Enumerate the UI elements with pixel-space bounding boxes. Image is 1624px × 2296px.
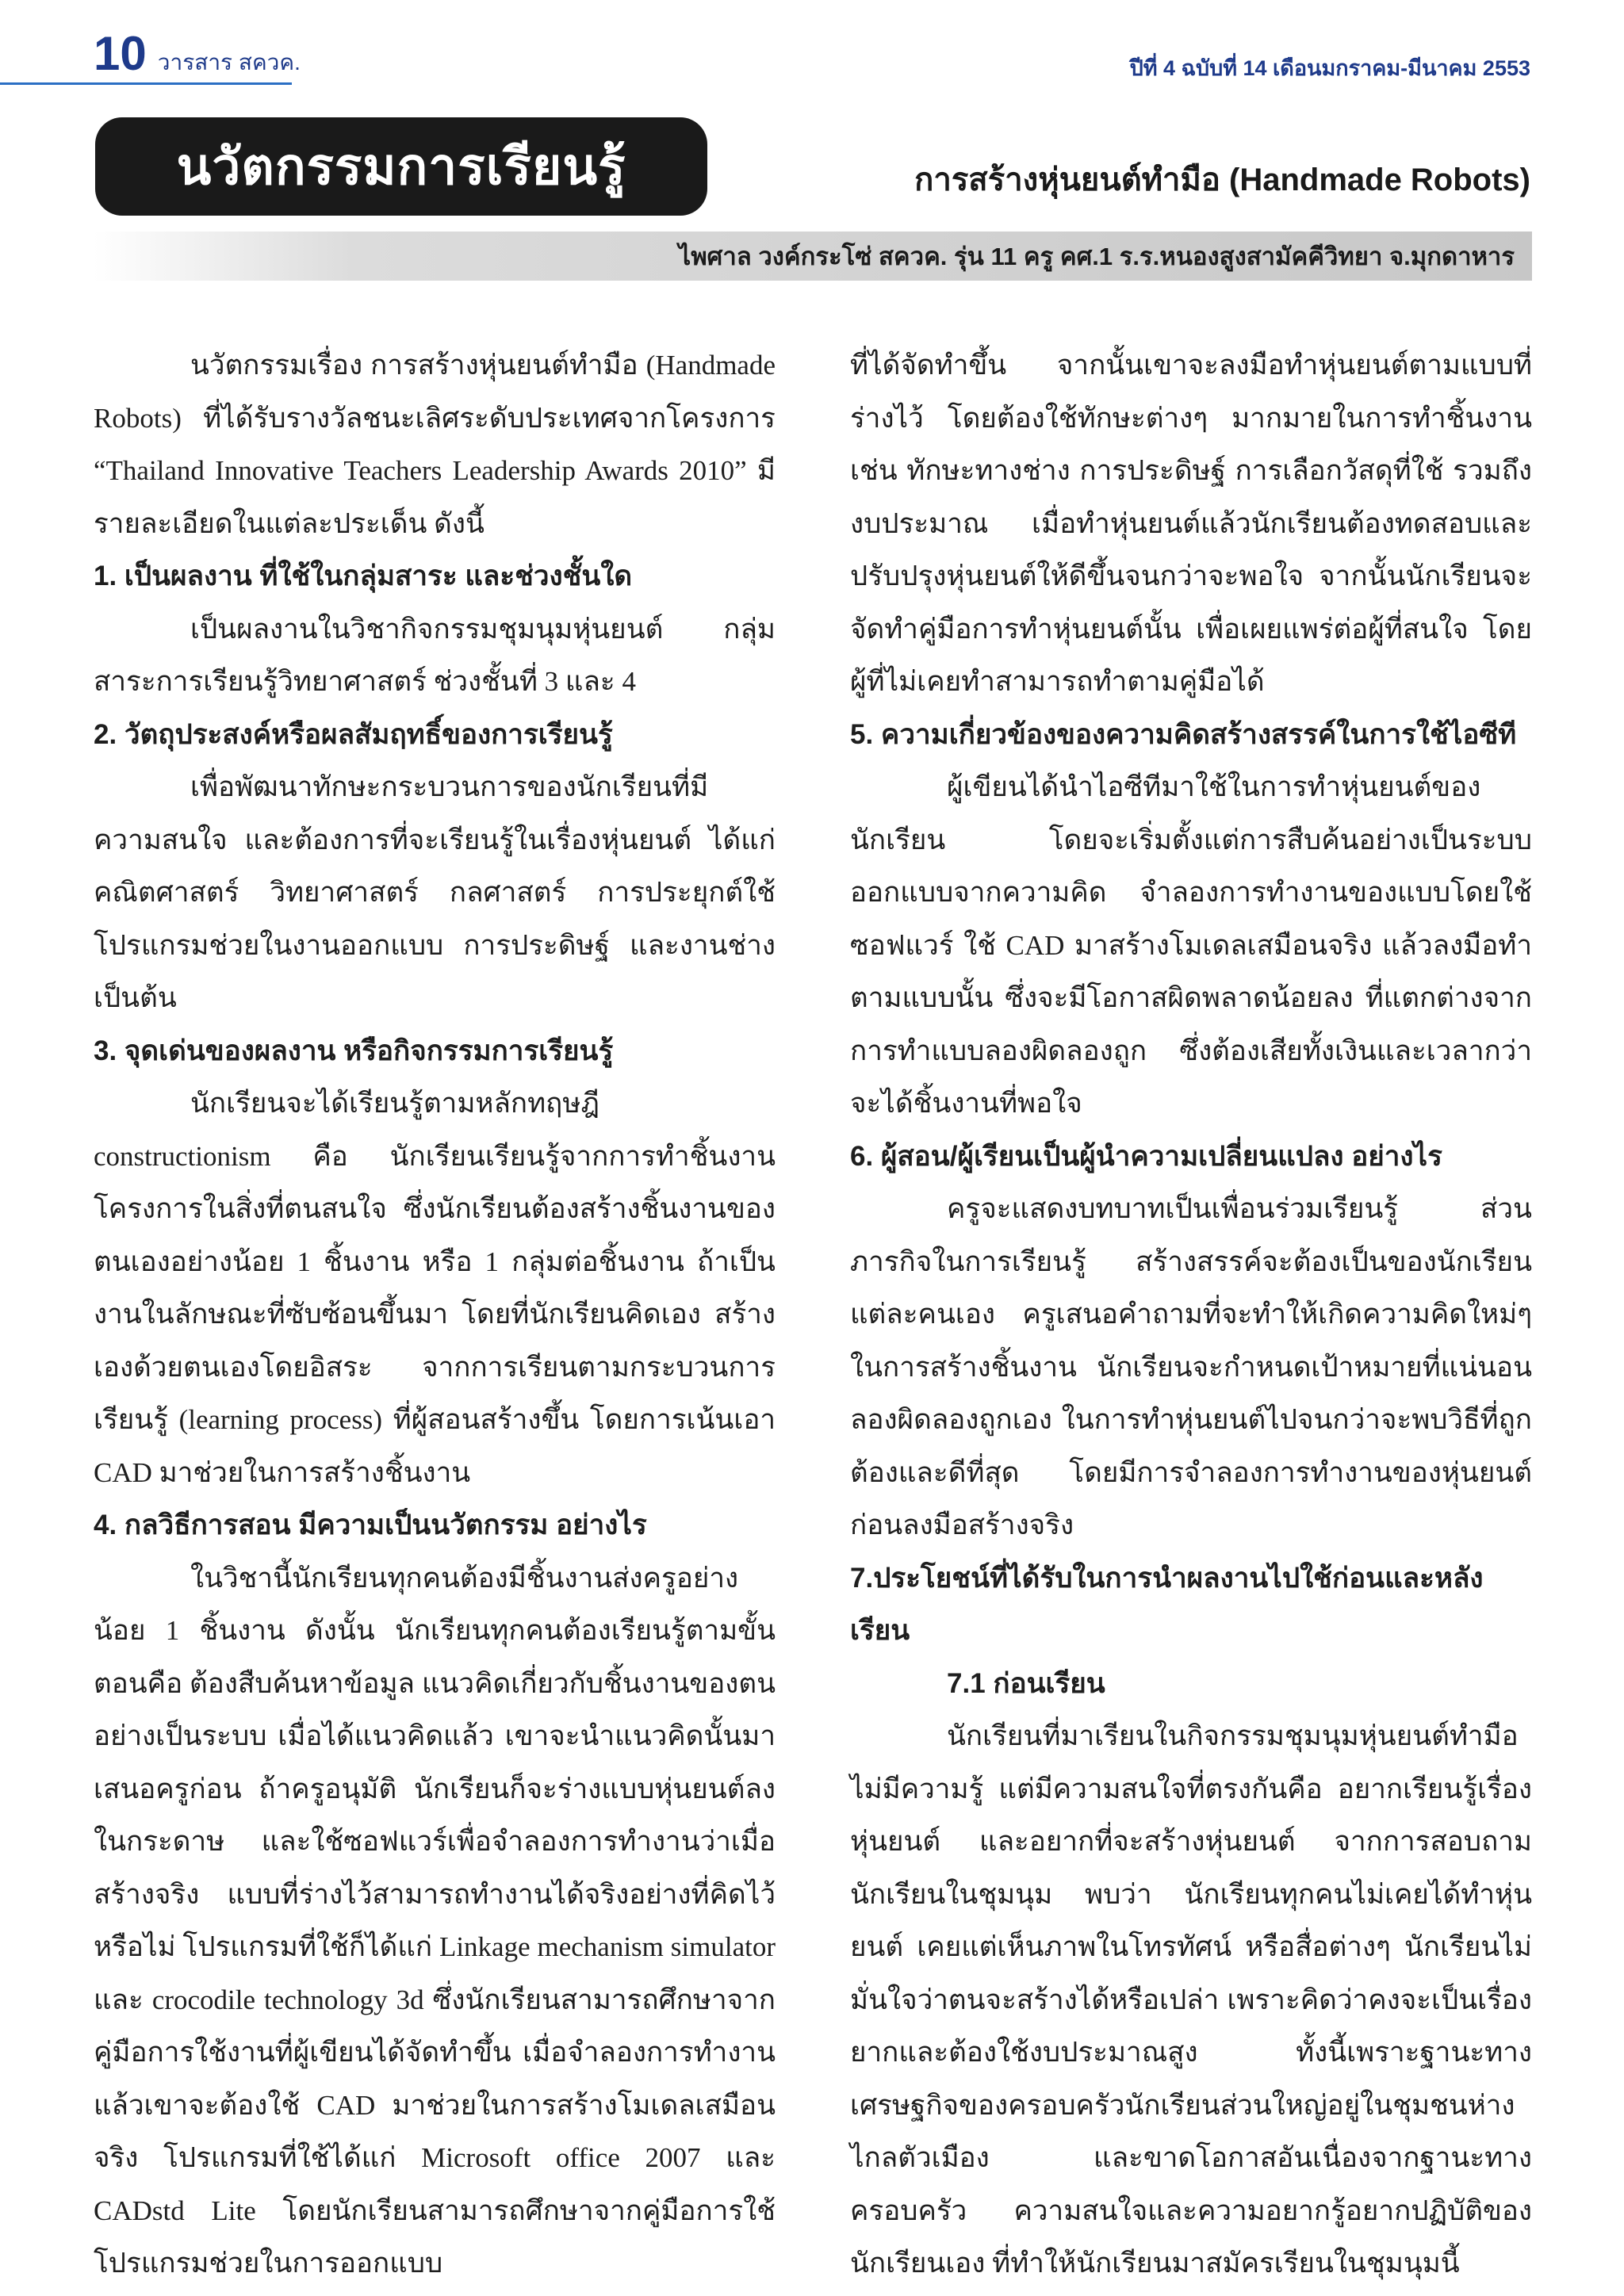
paragraph-7: นักเรียนที่มาเรียนในกิจกรรมชุมนุมหุ่นยนต์ทำมือ ไม่มีความรู้ แต่มีความสนใจที่ตรงกันคือ อยากเรียนรู้เรื่องหุ่นยนต์ และอยากที่จะสร้างหุ่นยนต์ จากการสอบถามนักเรียนในชุมนุม พบว่า นักเรียนทุกคนไม่เคยได้ทำหุ่นยนต์ เคยแต่เห็นภาพในโทรทัศน์ หรือสื่อต่างๆ นักเรียนไม่มั่นใจว่าตนจะสร้างได้หรือเปล่า เพราะคิดว่าคงจะเป็นเรื่องยากและต้องใช้งบประมาณสูง ทั้งนี้เพราะฐานะทางเศรษฐกิจของครอบครัวนักเรียนส่วนใหญ่อยู่ในชุมชนห่างไกลตัวเมือง และขาดโอกาสอันเนื่องจากฐานะทางครอบครัว ความสนใจและความอยากรู้อยากปฏิบัติของนักเรียนเอง ที่ทำให้นักเรียนมาสมัครเรียนในชุมนุมนี้ [850,1720,1532,2279]
right-column [850,339,1532,2290]
journal-name: วารสาร สควค. [157,50,301,75]
heading-2: 2. วัตถุประสงค์หรือผลสัมฤทธิ์ของการเรียนรู้ [94,718,613,750]
paragraph-2: เพื่อพัฒนาทักษะกระบวนการของนักเรียนที่มีความสนใจ และต้องการที่จะเรียนรู้ในเรื่องหุ่นยนต์ ได้แก่ คณิตศาสตร์ วิทยาศาสตร์ กลศาสตร์ การประยุกต์ใช้โปรแกรมช่วยในงานออกแบบ การประดิษฐ์ และงานช่าง เป็นต้น [94,771,776,1013]
heading-6: 6. ผู้สอน/ผู้เรียนเป็นผู้นำความเปลี่ยนแปลง อย่างไร [850,1140,1442,1172]
heading-1: 1. เป็นผลงาน ที่ใช้ในกลุ่มสาระ และช่วงชั้นใด [94,561,633,591]
paragraph-6: ครูจะแสดงบทบาทเป็นเพื่อนร่วมเรียนรู้ ส่วนภารกิจในการเรียนรู้ สร้างสรรค์จะต้องเป็นของนักเรียนแต่ละคนเอง ครูเสนอคำถามที่จะทำให้เกิดความคิดใหม่ๆ ในการสร้างชิ้นงาน นักเรียนจะกำหนดเป้าหมายที่แน่นอน ลองผิดลองถูกเอง ในการทำหุ่นยนต์ไปจนกว่าจะพบวิธีที่ถูกต้องและดีที่สุด โดยมีการจำลองการทำงานของหุ่นยนต์ก่อนลงมือสร้างจริง [850,1193,1532,1540]
heading-4: 4. กลวิธีการสอน มีความเป็นนวัตกรรม อย่างไร [94,1510,647,1540]
section-banner: นวัตกรรมการเรียนรู้ [95,117,707,216]
paragraph-4-continued: ที่ได้จัดทำขึ้น จากนั้นเขาจะลงมือทำหุ่นยนต์ตามแบบที่ร่างไว้ โดยต้องใช้ทักษะต่างๆ มากมายในการทำชิ้นงาน เช่น ทักษะทางช่าง การประดิษฐ์ การเลือกวัสดุที่ใช้ รวมถึงงบประมาณ เมื่อทำหุ่นยนต์แล้วนักเรียนต้องทดสอบและปรับปรุงหุ่นยนต์ให้ดีขึ้นจนกว่าจะพอใจ จากนั้นนักเรียนจะจัดทำคู่มือการทำหุ่นยนต์นั้น เพื่อเผยแพร่ต่อผู้ที่สนใจ โดยผู้ที่ไม่เคยทำสามารถทำตามคู่มือได้ [850,350,1532,697]
issue-info: ปีที่ 4 ฉบับที่ 14 เดือนมกราคม-มีนาคม 2553 [1129,56,1530,80]
paragraph-3: นักเรียนจะได้เรียนรู้ตามหลักทฤษฎี constructionism คือ นักเรียนเรียนรู้จากการทำชิ้นงาน โครงการในสิ่งที่ตนสนใจ ซึ่งนักเรียนต้องสร้างชิ้นงานของตนเองอย่างน้อย 1 ชิ้นงาน หรือ 1 กลุ่มต่อชิ้นงาน ถ้าเป็นงานในลักษณะที่ซับซ้อนขึ้นมา โดยที่นักเรียนคิดเอง สร้างเองด้วยตนเองโดยอิสระ จากการเรียนตามกระบวนการเรียนรู้ (learning process) ที่ผู้สอนสร้างขึ้น โดยการเน้นเอา CAD มาช่วยในการสร้างชิ้นงาน [94,1088,776,1488]
page-number: 10 [94,27,147,80]
heading-5: 5. ความเกี่ยวข้องของความคิดสร้างสรรค์ในการใช้ไอซีที [850,718,1517,750]
heading-3: 3. จุดเด่นของผลงาน หรือกิจกรรมการเรียนรู้ [94,1035,614,1066]
header-rule [0,82,292,85]
author-line: ไพศาล วงค์กระโซ่ สควค. รุ่น 11 ครู คศ.1 ร.ร.หนองสูงสามัคคีวิทยา จ.มุกดาหาร [94,232,1532,281]
intro-paragraph: นวัตกรรมเรื่อง การสร้างหุ่นยนต์ทำมือ (Handmade Robots) ที่ได้รับรางวัลชนะเลิศระดับประเทศจากโครงการ “Thailand Innovative Teachers Leadership Awards 2010” มีรายละเอียดในแต่ละประเด็น ดังนี้ [94,350,776,539]
paragraph-1: เป็นผลงานในวิชากิจกรรมชุมนุมหุ่นยนต์ กลุ่มสาระการเรียนรู้วิทยาศาสตร์ ช่วงชั้นที่ 3 และ 4 [94,613,776,697]
heading-7: 7.ประโยชน์ที่ได้รับในการนำผลงานไปใช้ก่อนและหลังเรียน [850,1562,1484,1646]
page-header [94,27,301,80]
heading-7-1: 7.1 ก่อนเรียน [947,1667,1105,1699]
left-column [94,339,776,2290]
article-title: การสร้างหุ่นยนต์ทำมือ (Handmade Robots) [914,163,1530,197]
paragraph-4: ในวิชานี้นักเรียนทุกคนต้องมีชิ้นงานส่งครูอย่างน้อย 1 ชิ้นงาน ดังนั้น นักเรียนทุกคนต้องเรียนรู้ตามขั้นตอนคือ ต้องสืบค้นหาข้อมูล แนวคิดเกี่ยวกับชิ้นงานของตนอย่างเป็นระบบ เมื่อได้แนวคิดแล้ว เขาจะนำแนวคิดนั้นมาเสนอครูก่อน ถ้าครูอนุมัติ นักเรียนก็จะร่างแบบหุ่นยนต์ลงในกระดาษ และใช้ซอฟแวร์เพื่อจำลองการทำงานว่าเมื่อสร้างจริง แบบที่ร่างไว้สามารถทำงานได้จริงอย่างที่คิดไว้หรือไม่ โปรแกรมที่ใช้ก็ได้แก่ Linkage mechanism simulator และ crocodile technology 3d ซึ่งนักเรียนสามารถศึกษาจากคู่มือการใช้งานที่ผู้เขียนได้จัดทำขึ้น เมื่อจำลองการทำงานแล้วเขาจะต้องใช้ CAD มาช่วยในการสร้างโมเดลเสมือนจริง โปรแกรมที่ใช้ได้แก่ Microsoft office 2007 และ CADstd Lite โดยนักเรียนสามารถศึกษาจากคู่มือการใช้โปรแกรมช่วยในการออกแบบ [94,1562,776,2279]
paragraph-5: ผู้เขียนได้นำไอซีทีมาใช้ในการทำหุ่นยนต์ของนักเรียน โดยจะเริ่มตั้งแต่การสืบค้นอย่างเป็นระบบ ออกแบบจากความคิด จำลองการทำงานของแบบโดยใช้ซอฟแวร์ ใช้ CAD มาสร้างโมเดลเสมือนจริง แล้วลงมือทำตามแบบนั้น ซึ่งจะมีโอกาสผิดพลาดน้อยลง ที่แตกต่างจากการทำแบบลองผิดลองถูก ซึ่งต้องเสียทั้งเงินและเวลากว่าจะได้ชิ้นงานที่พอใจ [850,771,1532,1119]
